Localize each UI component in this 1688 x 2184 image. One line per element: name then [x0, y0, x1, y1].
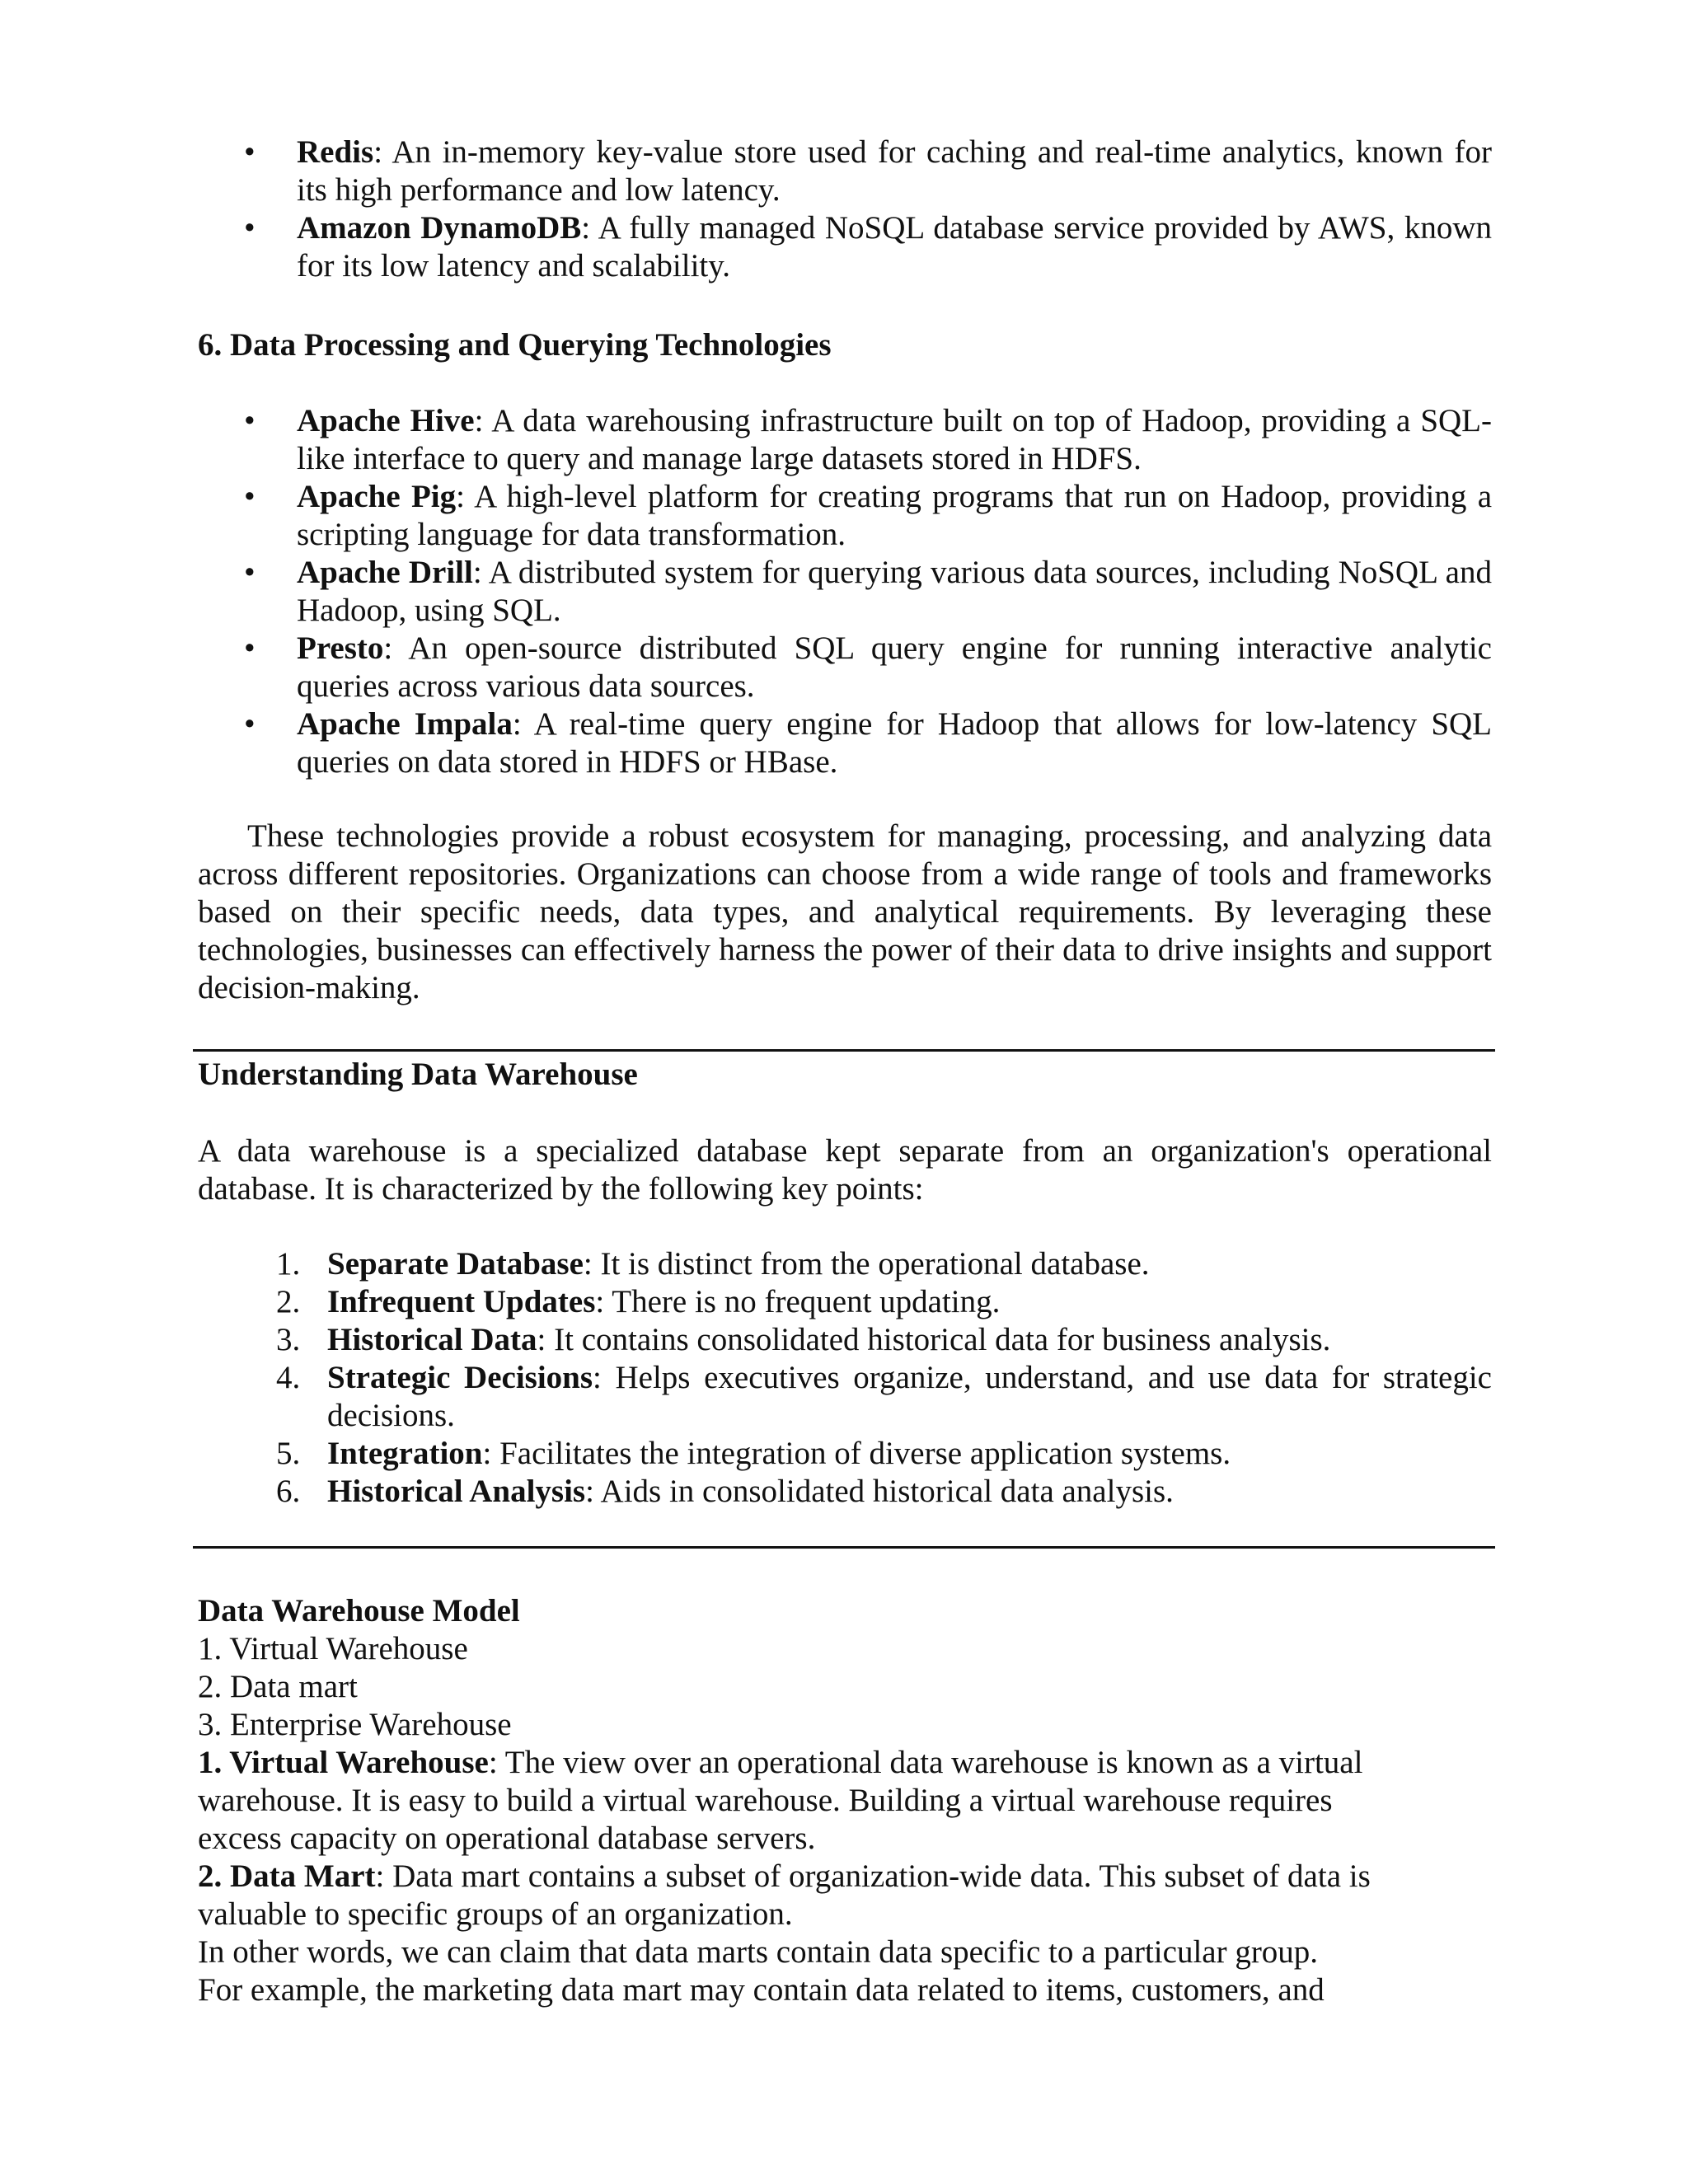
item-text: : The view over an operational data warehouse is known as a virtual — [488, 1745, 1363, 1780]
virtual-warehouse-line — [198, 1744, 1492, 1782]
item-number: 5. — [276, 1436, 301, 1471]
model-list-item: 2. Data mart — [198, 1669, 358, 1704]
item-text: : A distributed system for querying various data sources, including NoSQL and Hadoop, using SQL. — [297, 555, 1492, 628]
summary-paragraph: These technologies provide a robust ecosystem for managing, processing, and analyzing data across different repositories. Organizations can choose from a wide range of tools and frameworks based on their specific needs, data types, and analytical requirements. By leveraging these technologies, businesses can effectively harness the power of their data to drive insights and support decision-making. — [198, 818, 1492, 1005]
item-term: Apache Drill — [297, 555, 473, 590]
horizontal-divider — [193, 1546, 1495, 1549]
item-text: : A real-time query engine for Hadoop that allows for low-latency SQL queries on data stored in HDFS or HBase. — [297, 706, 1492, 780]
section-heading — [198, 1056, 1492, 1094]
key-points-list — [198, 1245, 1492, 1511]
item-text: : A data warehousing infrastructure built on top of Hadoop, providing a SQL-like interface to query and manage large datasets stored in HDFS. — [297, 403, 1492, 476]
item-term: Separate Database — [327, 1246, 584, 1282]
bullet-icon: • — [244, 555, 256, 590]
section-heading-text: Understanding Data Warehouse — [198, 1057, 638, 1092]
list-item — [198, 705, 1492, 781]
list-item — [198, 478, 1492, 554]
data-mart-line: valuable to specific groups of an organization. — [198, 1896, 793, 1932]
item-term: Apache Hive — [297, 403, 475, 438]
item-term: Apache Impala — [297, 706, 513, 742]
list-item — [198, 630, 1492, 705]
list-item — [198, 1321, 1492, 1359]
section-heading — [198, 326, 1492, 364]
item-term: Presto — [297, 630, 384, 666]
model-section — [198, 1592, 1492, 2009]
bullet-icon: • — [244, 134, 256, 170]
list-item — [198, 554, 1492, 630]
item-text: : There is no frequent updating. — [595, 1284, 1001, 1319]
data-mart-line — [198, 1858, 1492, 1896]
list-item — [198, 1245, 1492, 1283]
virtual-warehouse-line: excess capacity on operational database servers. — [198, 1821, 816, 1856]
virtual-warehouse-line: warehouse. It is easy to build a virtual warehouse. Building a virtual warehouse requires — [198, 1783, 1333, 1818]
item-number: 2. — [276, 1284, 301, 1319]
item-text: : It contains consolidated historical data for business analysis. — [537, 1322, 1331, 1357]
bullet-icon: • — [244, 210, 256, 246]
section-heading-text: 6. Data Processing and Querying Technologies — [198, 327, 832, 363]
top-bullet-list — [198, 134, 1492, 285]
item-text: : Helps executives organize, understand, and use data for strategic decisions. — [327, 1360, 1492, 1433]
item-text: : Facilitates the integration of diverse application systems. — [482, 1436, 1231, 1471]
item-text: : It is distinct from the operational database. — [583, 1246, 1150, 1282]
list-item — [198, 1359, 1492, 1435]
item-term: Historical Data — [327, 1322, 537, 1357]
item-term: Infrequent Updates — [327, 1284, 596, 1319]
item-number: 3. — [276, 1322, 301, 1357]
bullet-icon: • — [244, 630, 256, 666]
list-item — [198, 402, 1492, 478]
item-term: Amazon DynamoDB — [297, 210, 582, 246]
model-list-item: 1. Virtual Warehouse — [198, 1631, 468, 1666]
bullet-icon: • — [244, 479, 256, 514]
intro-paragraph: A data warehouse is a specialized database kept separate from an organization's operational database. It is characterized by the following key points: — [198, 1133, 1492, 1207]
item-term: Apache Pig — [297, 479, 457, 514]
item-number: 6. — [276, 1474, 301, 1509]
list-item — [198, 1283, 1492, 1321]
list-item — [198, 1473, 1492, 1511]
item-term: Integration — [327, 1436, 483, 1471]
item-term: Strategic Decisions — [327, 1360, 593, 1395]
model-list-item: 3. Enterprise Warehouse — [198, 1707, 512, 1742]
list-item — [198, 1435, 1492, 1473]
item-term: Redis — [297, 134, 374, 170]
horizontal-divider — [193, 1049, 1495, 1052]
processing-bullet-list — [198, 402, 1492, 781]
data-mart-line: In other words, we can claim that data marts contain data specific to a particular group. — [198, 1934, 1319, 1970]
item-number: 4. — [276, 1360, 301, 1395]
bullet-icon: • — [244, 403, 256, 438]
data-mart-line: For example, the marketing data mart may contain data related to items, customers, and — [198, 1972, 1325, 2008]
list-item — [198, 134, 1492, 209]
item-text: : An open-source distributed SQL query engine for running interactive analytic queries across various data sources. — [297, 630, 1492, 704]
item-term: 1. Virtual Warehouse — [198, 1745, 489, 1780]
section-heading — [198, 1592, 1492, 1630]
section-heading-text: Data Warehouse Model — [198, 1593, 520, 1629]
item-text: : Data mart contains a subset of organization-wide data. This subset of data is — [375, 1858, 1371, 1894]
item-text: : A fully managed NoSQL database service provided by AWS, known for its low latency and scalability. — [297, 210, 1492, 284]
item-term: Historical Analysis — [327, 1474, 586, 1509]
item-text: : A high-level platform for creating programs that run on Hadoop, providing a scripting language for data transformation. — [297, 479, 1492, 552]
item-text: : An in-memory key-value store used for caching and real-time analytics, known for its high performance and low latency. — [297, 134, 1492, 208]
item-term: 2. Data Mart — [198, 1858, 376, 1894]
item-number: 1. — [276, 1246, 301, 1282]
item-text: : Aids in consolidated historical data analysis. — [585, 1474, 1174, 1509]
bullet-icon: • — [244, 706, 256, 742]
list-item — [198, 209, 1492, 285]
